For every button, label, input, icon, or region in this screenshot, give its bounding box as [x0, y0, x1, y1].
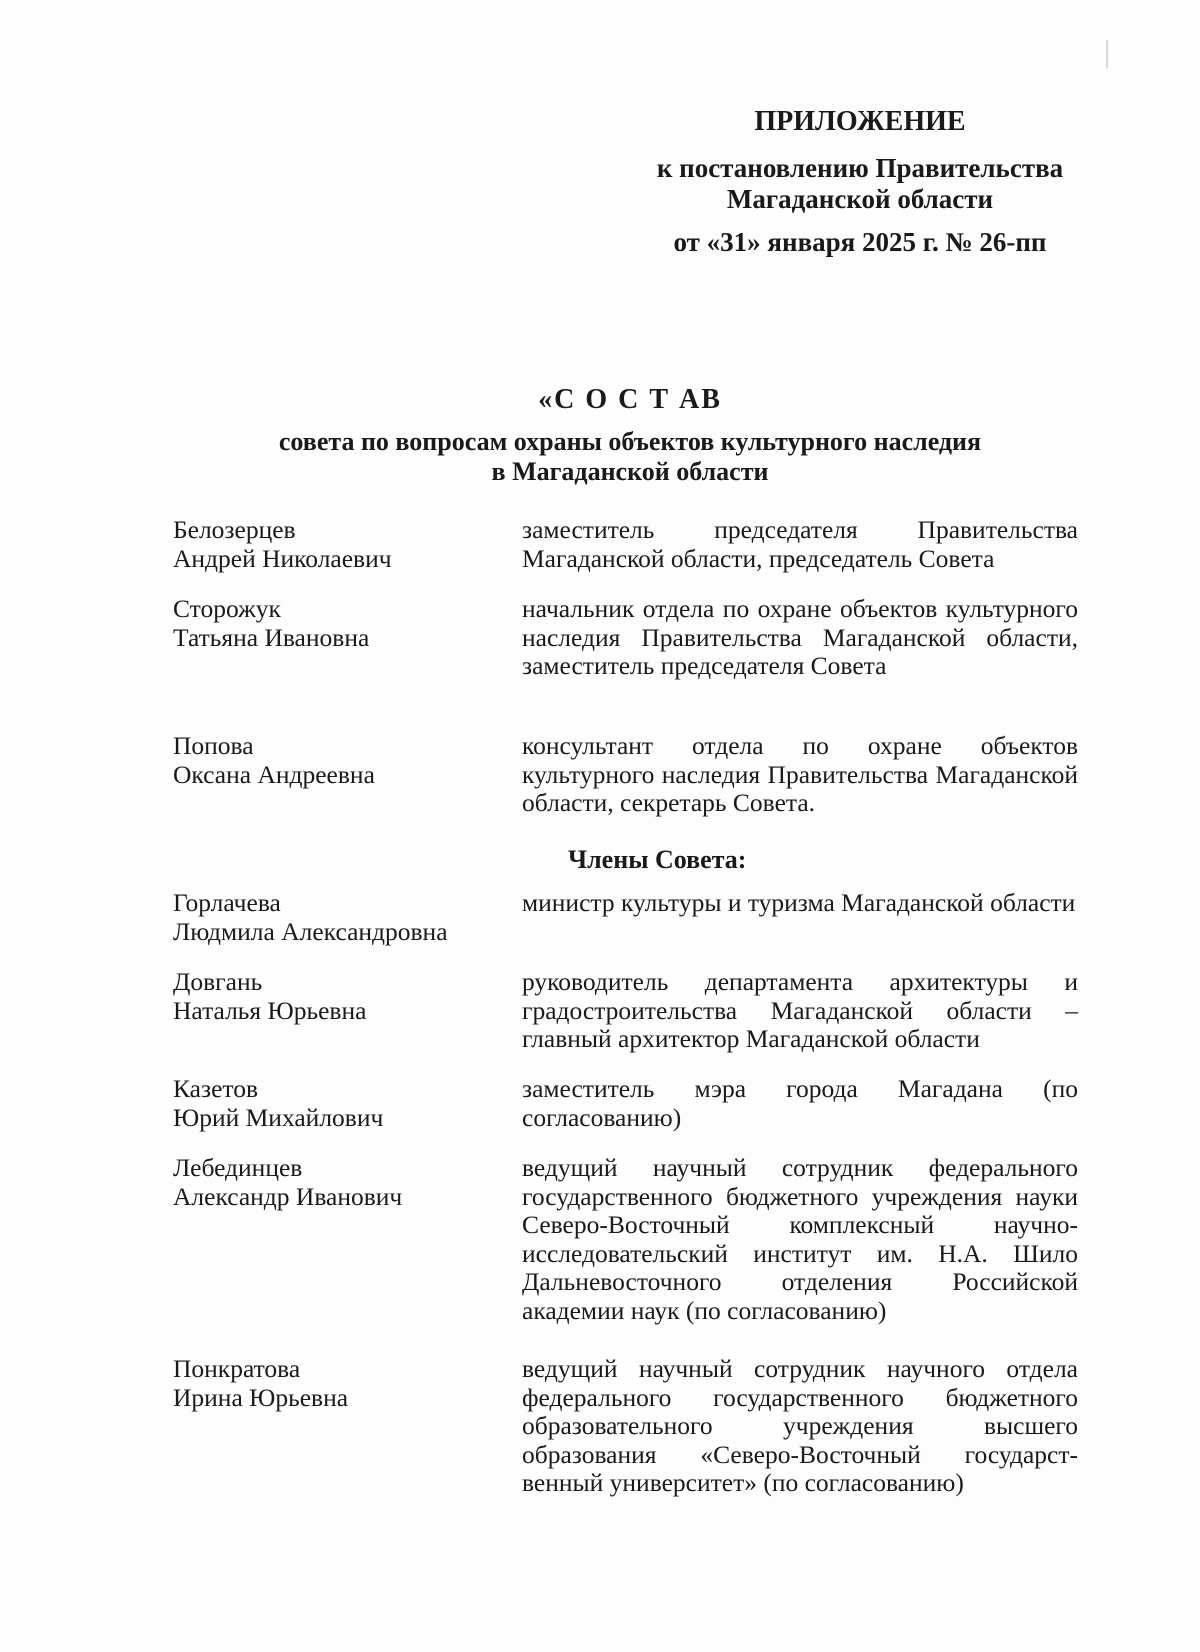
member-surname: Горлачева — [173, 888, 281, 917]
member-surname: Довгань — [173, 967, 263, 996]
member-role: начальник отдела по охране объектов культурного наследия Правительства Магаданской области, заместитель председателя Совета — [522, 594, 1078, 680]
member-name — [173, 1355, 503, 1412]
member-given-name: Людмила Александровна — [173, 916, 448, 946]
member-role: ведущий научный сотрудник федерального государственного бюджетного учреждения науки Северо-Восточный комплексный научно-исследовательский институт им. Н.А. Шило Дальневосточного отделения Российской академии наук (по согласованию) — [522, 1153, 1078, 1325]
appendix-line-2: Магаданской области — [726, 184, 994, 214]
member-name — [173, 1154, 503, 1211]
member-role: заместитель председателя Правительства Магаданской области, председатель Совета — [522, 515, 1078, 573]
title-line-1: совета по вопросам охраны объектов культурного наследия — [278, 427, 982, 456]
member-given-name: Александр Иванович — [173, 1181, 403, 1211]
scan-artifact — [1106, 40, 1108, 68]
document-title — [200, 385, 1060, 487]
members-heading: Члены Совета: — [568, 845, 747, 874]
member-surname: Понкратова — [173, 1354, 301, 1383]
member-name — [173, 889, 503, 946]
member-surname: Лебединцев — [173, 1153, 303, 1182]
member-given-name: Ирина Юрьевна — [173, 1382, 349, 1412]
member-name — [173, 968, 503, 1025]
appendix-heading: ПРИЛОЖЕНИЕ — [754, 106, 966, 137]
member-surname: Сторожук — [173, 594, 281, 623]
member-name — [173, 732, 503, 789]
member-role: заместитель мэра города Магадана (по согласованию) — [522, 1074, 1078, 1132]
appendix-date-line: от «31» января 2025 г. № 26-пп — [673, 227, 1047, 257]
member-given-name: Андрей Николаевич — [173, 543, 392, 573]
appendix-line-1: к постановлению Правительства — [656, 153, 1064, 183]
member-name — [173, 595, 503, 652]
member-surname: Белозерцев — [173, 515, 296, 544]
member-given-name: Наталья Юрьевна — [173, 995, 367, 1025]
title-line-2: в Магаданской области — [491, 457, 769, 486]
member-role: ведущий научный сотрудник научного отдела федерального государственного бюджетного образовательного учреждения высшего образования «Северо-Восточный государст-венный университет» (по согласованию) — [522, 1354, 1078, 1497]
title-main: «С О С Т АВ — [538, 384, 722, 415]
member-given-name: Юрий Михайлович — [173, 1102, 384, 1132]
appendix-block — [600, 106, 1120, 258]
member-given-name: Татьяна Ивановна — [173, 622, 370, 652]
member-role: руководитель департамента архитектуры и градостроительства Магаданской области – главный архитектор Магаданской области — [522, 967, 1078, 1053]
member-name — [173, 516, 503, 573]
member-role: консультант отдела по охране объектов культурного наследия Правительства Магаданской области, секретарь Совета. — [522, 731, 1078, 817]
member-name — [173, 1075, 503, 1132]
member-surname: Попова — [173, 731, 254, 760]
member-role: министр культуры и туризма Магаданской области — [522, 888, 1076, 917]
member-surname: Казетов — [173, 1074, 258, 1103]
member-given-name: Оксана Андреевна — [173, 759, 375, 789]
